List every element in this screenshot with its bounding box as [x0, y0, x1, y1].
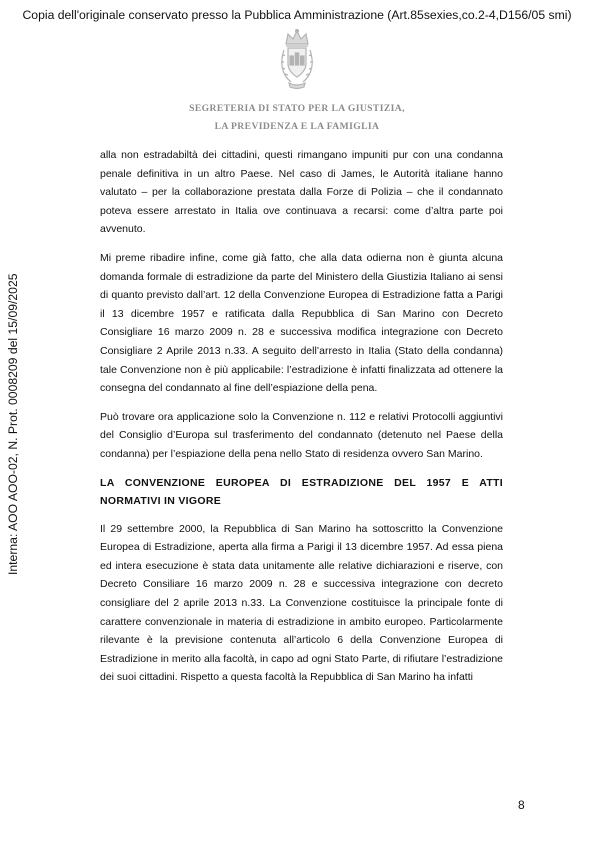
- section-heading: LA CONVENZIONE EUROPEA DI ESTRADIZIONE DEL 1957 E ATTI NORMATIVI IN VIGORE: [100, 476, 503, 508]
- department-header: [0, 100, 594, 136]
- top-copy-stamp: Copia dell'originale conservato presso la Pubblica Amministrazione (Art.85sexies,co.2-4,D156/05 smi): [22, 8, 572, 22]
- department-line-2: LA PREVIDENZA E LA FAMIGLIA: [214, 121, 380, 132]
- paragraph: Mi preme ribadire infine, come già fatto, che alla data odierna non è giunta alcuna domanda formale di estradizione da parte del Ministero della Giustizia Italiano ai sensi di quanto previsto dall’art. 12 della Convenzione Europea di Estradizione fatta a Parigi il 13 dicembre 1957 e ratificata dalla Repubblica di San Marino con Decreto Consigliare 16 marzo 2009 n. 28 e successiva modifica integrazione con Decreto Consigliare 2 Aprile 2013 n.33. A seguito dell’arresto in Italia (Stato della condanna) tale Convenzione non è più applicabile: l’estradizione è infatti finalizzata ad ottenere la consegna del condannato al fine dell’espiazione della pena.: [100, 251, 503, 395]
- coat-of-arms-icon: [277, 28, 317, 92]
- document-body: [100, 146, 503, 697]
- department-line-1: SEGRETERIA DI STATO PER LA GIUSTIZIA,: [189, 103, 405, 114]
- paragraph: alla non estradabiltà dei cittadini, questi rimangano impuniti pur con una condanna penale definitiva in un altro Paese. Nel caso di James, le Autorità italiane hanno valutato – per la collaborazione prestata dalla Forze di Polizia – che il condannato poteva essere arrestato in Italia ove continuava a recarsi: come d’altra parte poi avvenuto.: [100, 149, 503, 236]
- page-number: 8: [518, 798, 525, 812]
- section-paragraph: Il 29 settembre 2000, la Repubblica di San Marino ha sottoscritto la Convenzione Europea di Estradizione, aperta alla firma a Parigi il 13 dicembre 1957. Ad essa piena ed intera esecuzione è stata data unitamente alle relative dichiarazioni e riserve, con Decreto Consiliare 16 marzo 2009 n. 28 e successiva integrazione con decreto consigliare del 2 aprile 2013 n.33. La Convenzione costituisce la principale fonte di carattere convenzionale in materia di estradizione in ambito europeo. Particolarmente rilevante è la previsione contenuta all’articolo 6 della Convenzione Europea di Estradizione in merito alla facoltà, in capo ad ogni Stato Parte, di rifiutare l’estradizione dei suoi cittadini. Rispetto a questa facoltà la Repubblica di San Marino ha infatti: [100, 522, 503, 684]
- paragraph: Può trovare ora applicazione solo la Convenzione n. 112 e relativi Protocolli aggiuntivi del Consiglio d’Europa sul trasferimento del condannato (detenuto nel Paese della condanna) per l’espiazione della pena nello Stato di residenza ovvero San Marino.: [100, 410, 503, 460]
- side-protocol-stamp: Interna: AOO AOO-02, N. Prot. 0008209 del 15/09/2025: [6, 273, 20, 575]
